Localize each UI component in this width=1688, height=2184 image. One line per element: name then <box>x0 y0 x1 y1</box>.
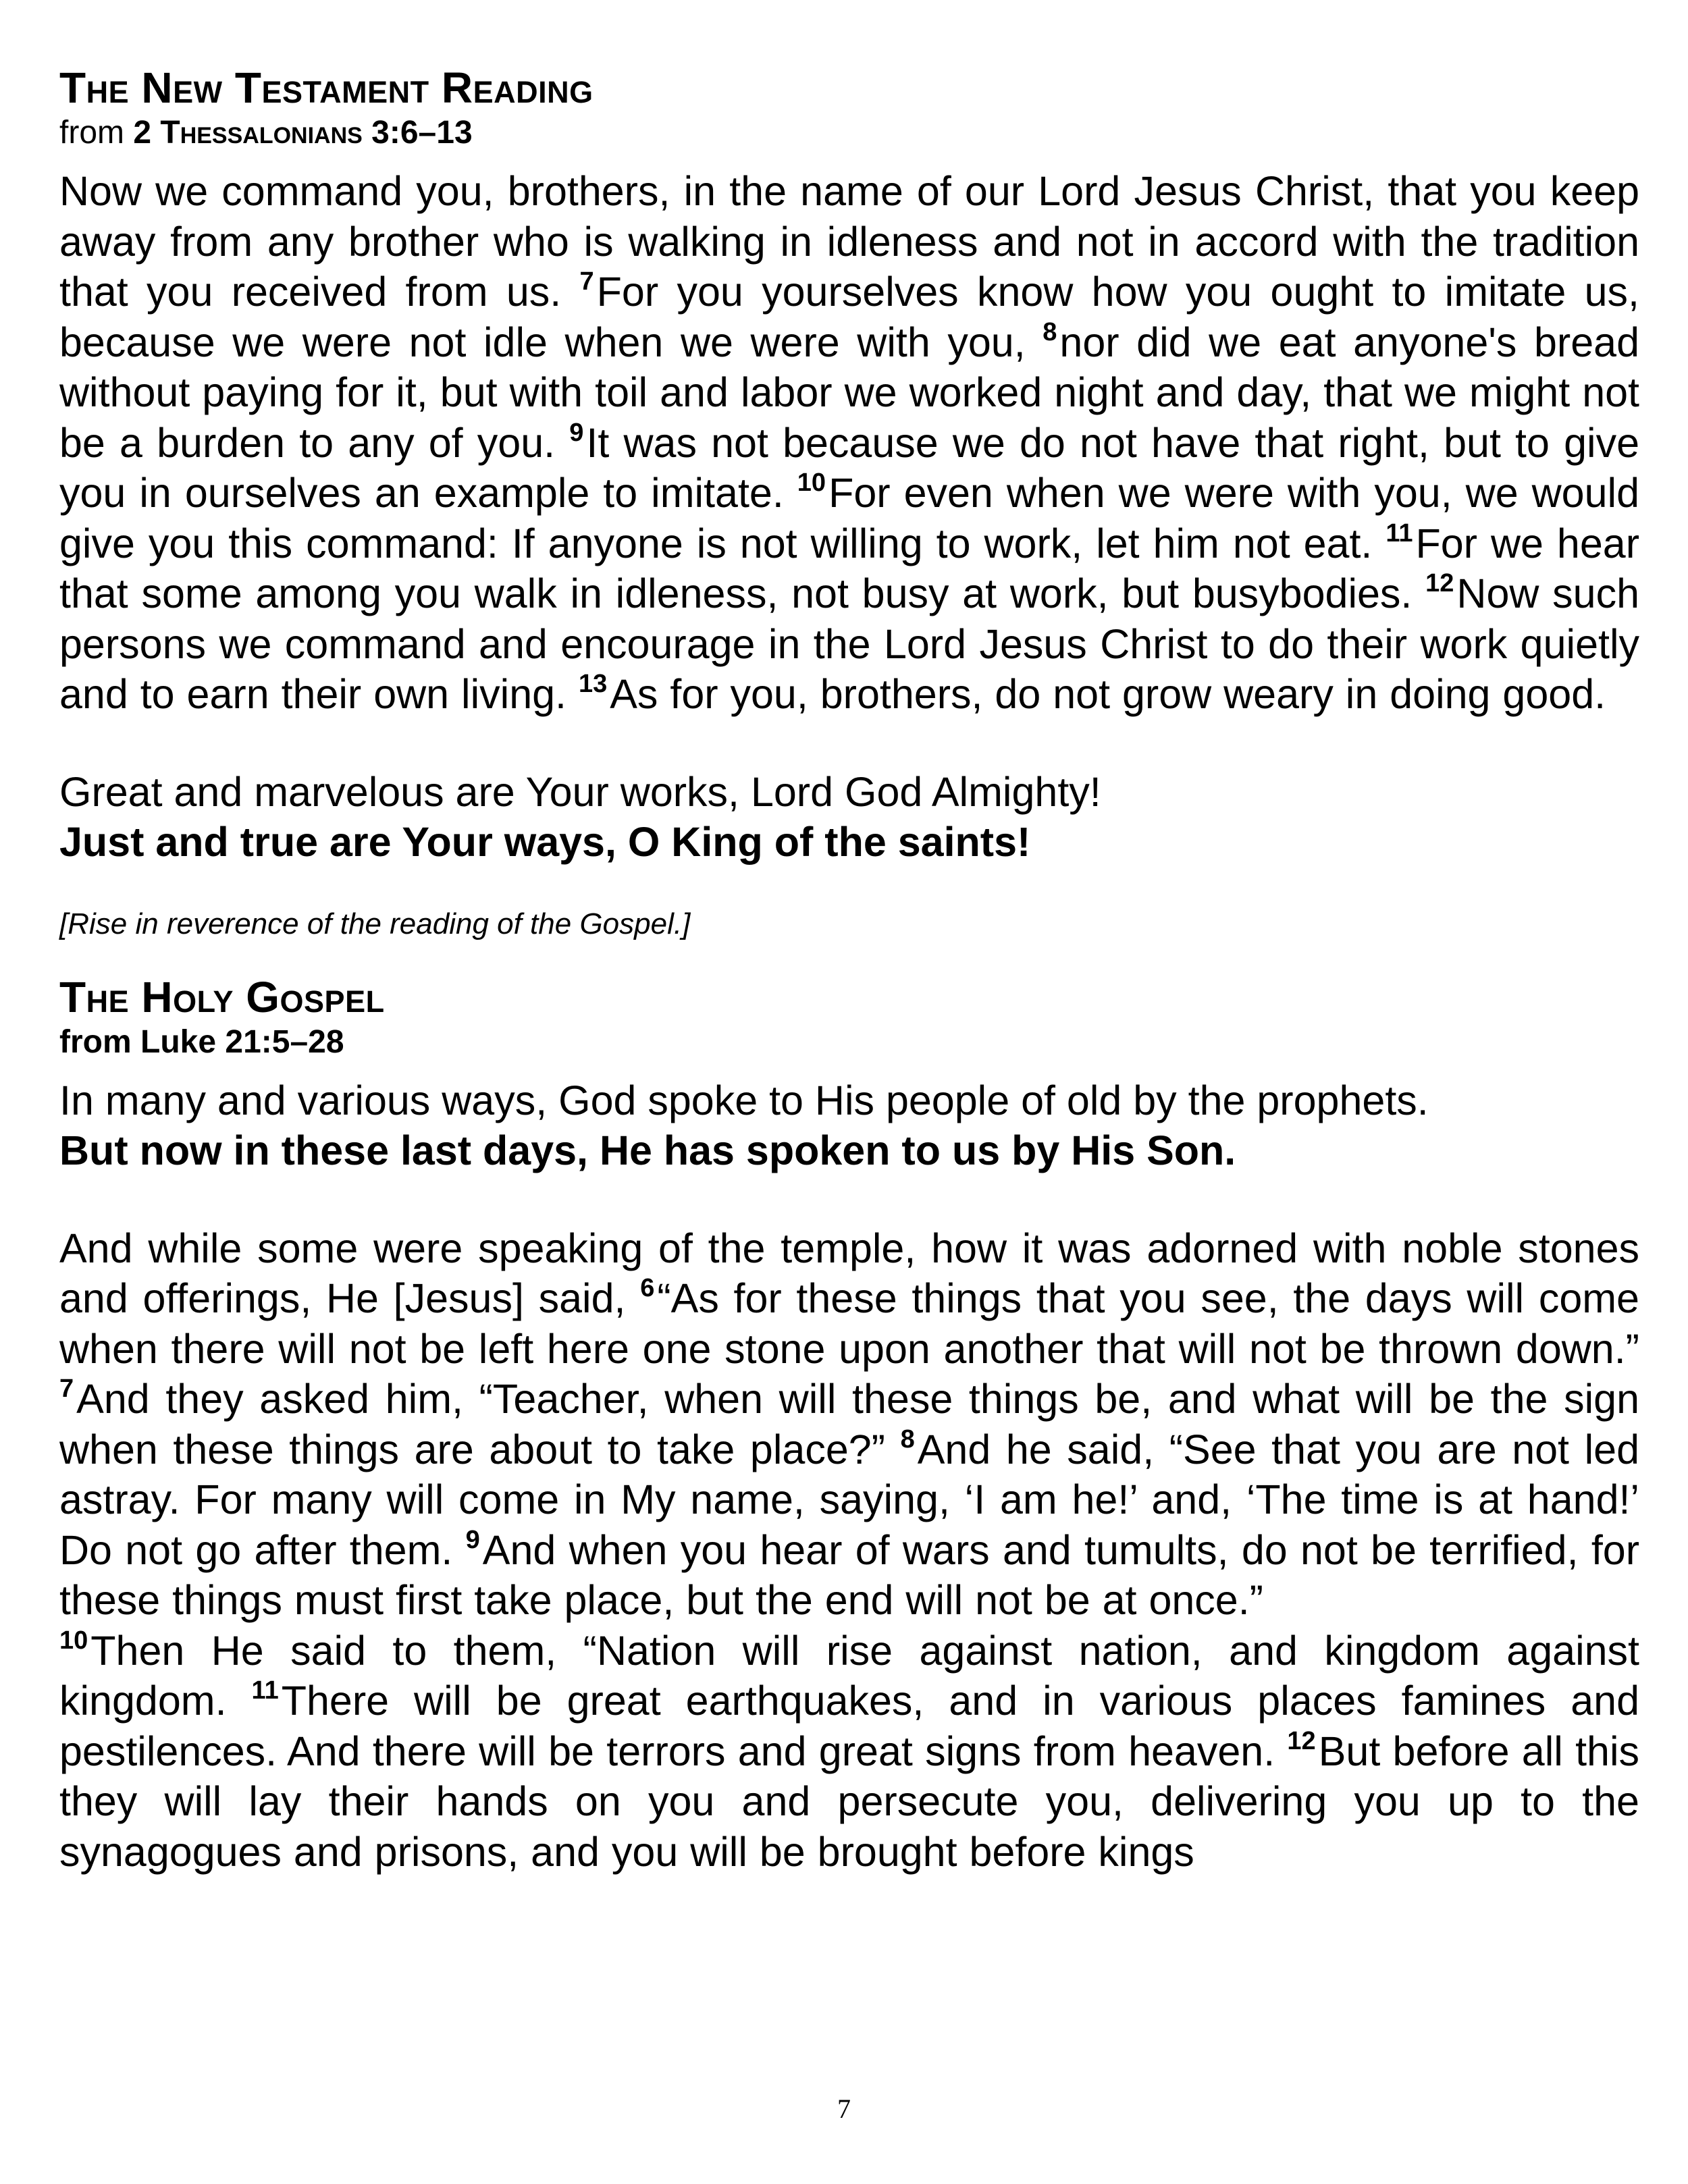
scripture-text: And while some were speaking of the temple, how it was adorned with noble stones and offerings, He [Jesus] said, <box>59 1225 1639 1321</box>
verse-number: 9 <box>465 1525 480 1554</box>
scripture-text: And when you hear of wars and tumults, do not be terrified, for these things must first take place, but the end will not be at once.” <box>59 1526 1640 1623</box>
nt-response: Just and true are Your ways, O King of the saints! <box>59 819 1031 865</box>
verse-number: 10 <box>797 469 826 497</box>
nt-heading: The New Testament Reading <box>59 63 594 112</box>
verse-number: 11 <box>251 1676 279 1705</box>
verse-number: 6 <box>640 1274 655 1302</box>
page-number: 7 <box>837 2094 851 2124</box>
scripture-text: It was not because we do not have that right, but to give you in ourselves an example to imitate. <box>59 419 1639 516</box>
scripture-text: Now we command you, brothers, in the name of our Lord Jesus Christ, that you keep away from any brother who is walking in idleness and not in accord with the tradition that you received from us. <box>59 168 1639 315</box>
verse-number: 8 <box>900 1424 915 1454</box>
verse-number: 13 <box>578 670 608 698</box>
scripture-text: For you yourselves know how you ought to imitate us, because we were not idle when we were with you, <box>59 269 1639 365</box>
scripture-text: And he said, “See that you are not led astray. For many will come in My name, saying, ‘I am he!’ and, ‘The time is at hand!’ Do not go after them. <box>59 1426 1639 1573</box>
verse-number: 12 <box>1425 569 1454 597</box>
verse-number: 11 <box>1386 518 1413 548</box>
verse-number: 10 <box>59 1626 88 1655</box>
verse-number: 8 <box>1043 317 1057 346</box>
scripture-text: As for you, brothers, do not grow weary in doing good. <box>610 671 1606 717</box>
verse-number: 7 <box>59 1375 74 1403</box>
nt-from-prefix: from <box>59 115 124 151</box>
scripture-text: “As for these things that you see, the days will come when there will not be left here one stone upon another that will not be thrown down.” <box>59 1275 1639 1372</box>
verse-number: 12 <box>1287 1726 1316 1755</box>
scripture-text: Then He said to them, “Nation will rise against nation, and kingdom against kingdom. <box>59 1627 1639 1724</box>
verse-number: 7 <box>579 267 594 296</box>
scripture-text: And they asked him, “Teacher, when will these things be, and what will be the sign when these things are about to take place?” <box>59 1376 1639 1472</box>
nt-versicle: Great and marvelous are Your works, Lord God Almighty! <box>59 768 1101 815</box>
gospel-rubric: [Rise in reverence of the reading of the Gospel.] <box>59 907 691 940</box>
nt-reading-text <box>59 166 1639 720</box>
gospel-response: But now in these last days, He has spoken to us by His Son. <box>59 1127 1236 1173</box>
scripture-text: But before all this they will lay their hands on you and persecute you, delivering you up to the synagogues and prisons, and you will be brought before kings <box>59 1728 1639 1875</box>
gospel-reference: from Luke 21:5–28 <box>59 1023 344 1060</box>
gospel-versicle: In many and various ways, God spoke to His people of old by the prophets. <box>59 1077 1429 1123</box>
scripture-text: There will be great earthquakes, and in various places famines and pestilences. And there will be terrors and great signs from heaven. <box>59 1678 1639 1774</box>
nt-reference: 2 Thessalonians 3:6–13 <box>133 115 473 151</box>
scripture-text: Now such persons we command and encourage in the Lord Jesus Christ to do their work quietly and to earn their own living. <box>59 570 1639 717</box>
gospel-paragraph-2 <box>59 1626 1639 1877</box>
gospel-paragraph-1 <box>59 1223 1639 1626</box>
scripture-text: nor did we eat anyone's bread without paying for it, but with toil and labor we worked night and day, that we might not be a burden to any of you. <box>59 319 1639 466</box>
gospel-heading: The Holy Gospel <box>59 972 385 1021</box>
nt-reference-line <box>59 113 1639 153</box>
scripture-text: For we hear that some among you walk in idleness, not busy at work, but busybodies. <box>59 520 1640 616</box>
bulletin-page <box>59 62 1639 1877</box>
verse-number: 9 <box>569 418 584 447</box>
scripture-text: For even when we were with you, we would give you this command: If anyone is not willing to work, let him not eat. <box>59 470 1640 566</box>
